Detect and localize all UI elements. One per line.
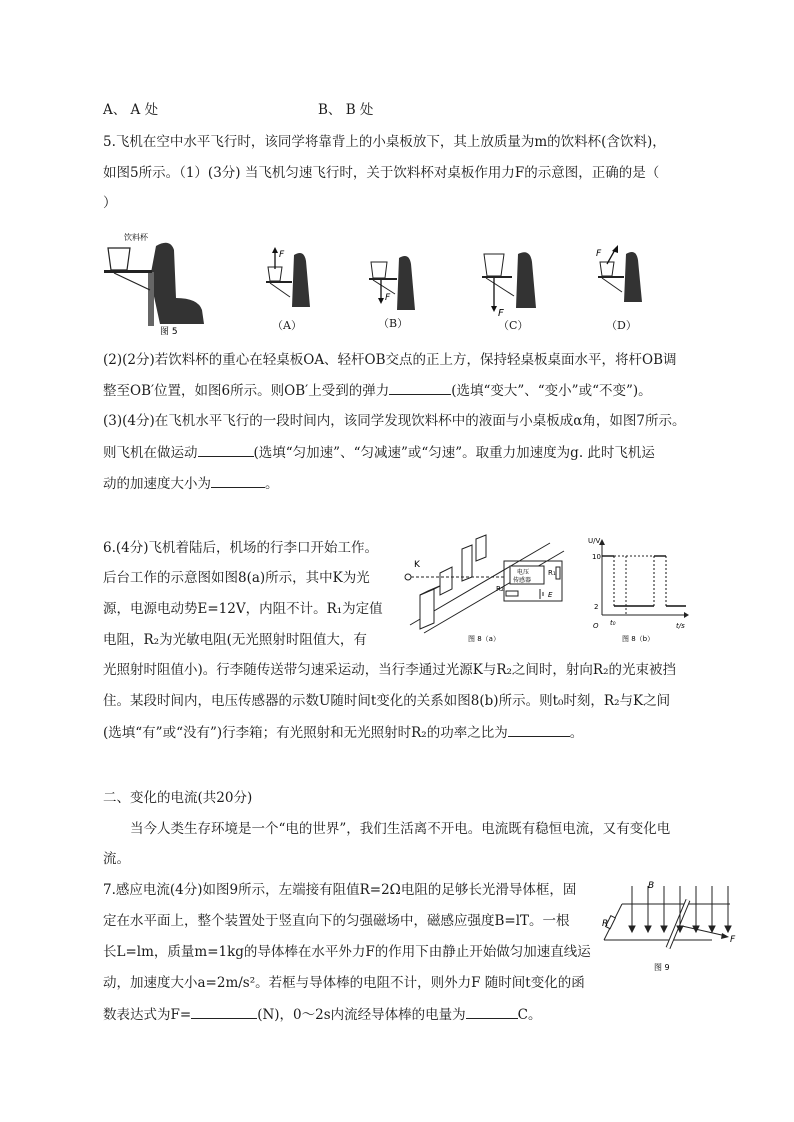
choice-a-label: （A）	[272, 319, 302, 332]
q6-line6: 住。某段时间内，电压传感器的示数U随时间t变化的关系如图8(b)所示。则t₀时刻，R₂与K之间	[103, 693, 671, 709]
fig8b-ylabel: U/V	[588, 537, 601, 545]
choice-c-label: （C）	[498, 319, 529, 332]
figure-8a	[400, 533, 578, 645]
q6-line4: 电阻，R₂为光敏电阻(无光照射时阻值大，有	[103, 632, 367, 648]
option-a: A、 A 处	[103, 102, 159, 118]
fig9-caption: 图 9	[654, 963, 670, 972]
q7-line3: 长L=lm，质量m=1kg的导体棒在水平外力F的作用下由静止开始做匀加速直线运	[103, 944, 591, 960]
support-rod	[114, 273, 150, 290]
choice-c-figure	[478, 248, 548, 320]
cup-shape	[108, 248, 130, 270]
table-board	[104, 270, 152, 273]
seat-shape	[150, 243, 204, 324]
fig5-cup-label: 饮料杯	[124, 233, 148, 242]
figure-8b	[588, 533, 692, 645]
fig8b-t0: t₀	[610, 619, 616, 627]
figure-9	[598, 878, 744, 978]
q6-line1: 6.(4分)飞机着陆后，机场的行李口开始工作。	[103, 540, 379, 556]
seat-bracket	[148, 272, 154, 326]
choice-d-label: （D）	[606, 319, 637, 332]
fig8a-caption: 图 8（a）	[468, 635, 500, 643]
q6-line3: 源，电源电动势E=12V，内阻不计。R₁为定值	[103, 601, 383, 617]
fig5-caption: 图 5	[160, 327, 178, 337]
fig8a-r1-label: R₁	[548, 569, 556, 577]
q5-line3: ）	[103, 195, 117, 211]
q5-part2-line1: (2)(2分)若饮料杯的重心在轻桌板OA、轻杆OB交点的正上方，保持轻桌板桌面水平，将杆OB调	[103, 352, 677, 368]
figure-5	[100, 228, 240, 338]
section2-title: 二、变化的电流(共20分)	[103, 790, 253, 806]
q6-line5: 光照射时阻值小)。行李随传送带匀速采运动，当行李通过光源K与R₂之间时，射向R₂的光束被挡	[103, 662, 677, 678]
fig8b-tick-2: 2	[594, 603, 599, 611]
choice-b-label: （B）	[378, 317, 409, 330]
answer-blank-elastic-force[interactable]	[389, 380, 451, 395]
q7-line5: 数表达式为F= (N)，0～2s内流经导体棒的电量为 C。	[103, 1004, 541, 1025]
fig8b-caption: 图 8（b）	[622, 635, 655, 643]
fig8b-origin: O	[593, 622, 599, 630]
fig8a-sensor-label-2: 传感器	[513, 577, 532, 584]
q6-line7: (选填“有”或“没有”)行李箱；有光照射和无光照射时R₂的功率之比为 。	[103, 722, 583, 743]
answer-blank-motion-type[interactable]	[198, 442, 254, 457]
answer-blank-acceleration[interactable]	[211, 473, 265, 488]
fig8b-tick-10: 10	[592, 553, 601, 561]
fig8a-r2-label: R₂	[496, 585, 504, 593]
q5-part3-line1: (3)(4分)在飞机水平飞行的一段时间内，该同学发现饮料杯中的液面与小桌板成α角，如图7所示。	[103, 413, 686, 429]
q7-line2: 定在水平面上，整个装置处于竖直向下的匀强磁场中，磁感应强度B=lT。一根	[103, 913, 570, 929]
q6-line2: 后台工作的示意图如图8(a)所示，其中K为光	[103, 570, 370, 586]
choice-b-figure	[365, 248, 425, 318]
force-label-c: F	[498, 308, 504, 319]
q5-line1: 5.飞机在空中水平飞行时，该同学将靠背上的小桌板放下，其上放质量为m的饮料杯(含饮料)，	[103, 134, 666, 150]
q7-line4: 动，加速度大小a=2m/s²。若框与导体棒的电阻不计，则外力F 随时间t变化的函	[103, 975, 585, 991]
answer-blank-charge[interactable]	[466, 1004, 518, 1019]
fig9-b-label: B	[648, 881, 655, 891]
fig9-r-label: R	[602, 919, 609, 929]
q7-line1: 7.感应电流(4分)如图9所示，左端接有阻值R=2Ω电阻的足够长光滑导体框，固	[103, 882, 577, 898]
section2-intro-line2: 流。	[103, 851, 130, 867]
fig9-f-label: F	[730, 935, 736, 945]
choice-a-figure	[260, 245, 320, 315]
q5-part3-line3: 动的加速度大小为 。	[103, 473, 279, 494]
force-label-a: F	[279, 250, 285, 260]
answer-blank-force-expression[interactable]	[191, 1004, 257, 1019]
q5-line2: 如图5所示。（1）(3分) 当飞机匀速飞行时，关于饮料杯对桌板作用力F的示意图，正确的是（	[103, 165, 660, 181]
fig8b-xlabel: t/s	[676, 622, 685, 630]
option-b: B、 B 处	[318, 102, 374, 118]
fig8a-k-label: K	[414, 560, 420, 570]
fig8a-sensor-label-1: 电压	[517, 569, 530, 576]
fig8a-e-label: E	[548, 591, 553, 599]
force-label-d: F	[596, 249, 602, 259]
q5-part3-line2: 则飞机在做运动 (选填“匀加速”、“匀减速”或“匀速”。取重力加速度为g. 此时飞机运	[103, 442, 655, 463]
answer-blank-power-ratio[interactable]	[508, 722, 570, 737]
choice-d-figure	[592, 244, 652, 314]
q5-part2-line2: 整至OB′位置，如图6所示。则OB′上受到的弹力 (选填“变大”、“变小”或“不变”)。	[103, 380, 652, 401]
section2-intro-line1: 当今人类生存环境是一个“电的世界”，我们生活离不开电。电流既有稳恒电流，又有变化电	[130, 821, 671, 837]
force-label-b: F	[385, 293, 391, 303]
